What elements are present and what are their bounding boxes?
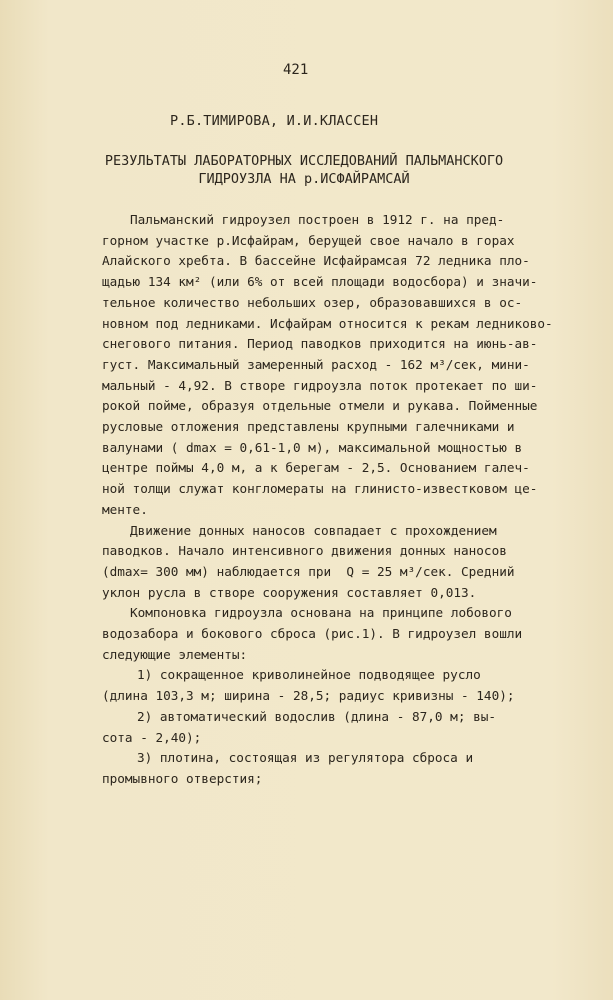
page-number: 421 — [283, 62, 309, 78]
text-line: центре поймы 4,0 м, а к берегам - 2,5. Основанием галеч- — [102, 460, 530, 476]
text-line: горном участке р.Исфайрам, берущей свое начало в горах — [102, 232, 515, 248]
text-line: водозабора и бокового сброса (рис.1). В гидроузел вошли — [102, 626, 523, 642]
text-line: густ. Максимальный замеренный расход - 162 м³/сек, мини- — [102, 356, 530, 372]
text-line: 2) автоматический водослив (длина - 87,0 м; вы- — [137, 708, 497, 724]
text-line: щадью 134 км² (или 6% от всей площади водосбора) и значи- — [102, 274, 538, 290]
title-line: РЕЗУЛЬТАТЫ ЛАБОРАТОРНЫХ ИССЛЕДОВАНИЙ ПАЛЬМАНСКОГО — [104, 153, 504, 169]
article-title — [74, 152, 534, 188]
text-line: Алайского хребта. В бассейне Исфайрамсая 72 ледника пло- — [102, 253, 530, 269]
text-line: уклон русла в створе сооружения составляет 0,013. — [102, 584, 477, 600]
text-line: тельное количество небольших озер, образовавшихся в ос- — [102, 294, 523, 310]
text-line: (длина 103,3 м; ширина - 28,5; радиус кривизны - 140); — [102, 688, 515, 704]
body-text — [102, 210, 553, 790]
text-line: русловые отложения представлены крупными галечниками и — [102, 419, 515, 435]
text-line: снегового питания. Период паводков приходится на июнь-ав- — [102, 336, 538, 352]
text-line: сота - 2,40); — [102, 729, 202, 745]
text-line: Пальманский гидроузел построен в 1912 г. на пред- — [130, 212, 505, 227]
text-line: валунами ( dmax = 0,61-1,0 м), максимальной мощностью в — [102, 439, 523, 455]
text-line: промывного отверстия; — [102, 770, 263, 786]
text-line: следующие элементы: — [102, 646, 248, 662]
text-line: Компоновка гидроузла основана на принципе лобового — [130, 605, 512, 621]
text-line: рокой пойме, образуя отдельные отмели и рукава. Пойменные — [102, 398, 538, 414]
text-line: 1) сокращенное криволинейное подводящее русло — [137, 667, 481, 683]
text-line: мальный - 4,92. В створе гидроузла поток протекает по ши- — [102, 377, 538, 393]
title-line: ГИДРОУЗЛА НА р.ИСФАЙРАМСАЙ — [198, 171, 410, 187]
text-line: (dmax= 300 мм) наблюдается при Q = 25 м³/сек. Средний — [102, 563, 515, 579]
text-line: паводков. Начало интенсивного движения донных наносов — [102, 543, 507, 559]
text-line: ной толщи служат конгломераты на глинисто-известковом це- — [102, 481, 538, 497]
text-line: 3) плотина, состоящая из регулятора сброса и — [137, 750, 474, 766]
text-line: Движение донных наносов совпадает с прохождением — [130, 522, 497, 538]
text-line: менте. — [102, 501, 148, 517]
authors: Р.Б.ТИМИРОВА, И.И.КЛАССЕН — [170, 113, 379, 129]
text-line: новном под ледниками. Исфайрам относится к рекам ледниково- — [102, 315, 553, 331]
